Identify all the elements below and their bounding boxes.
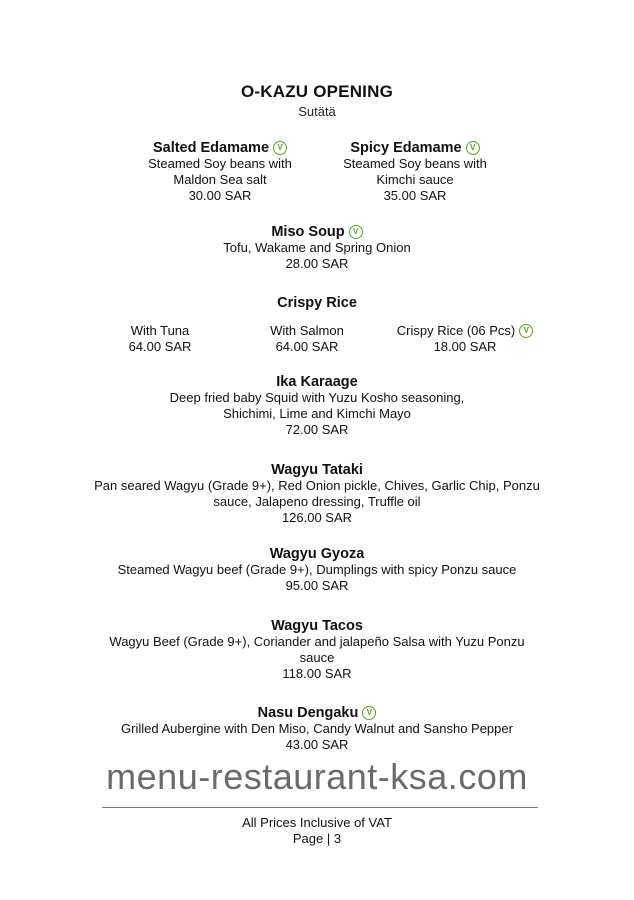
- item-description: Grilled Aubergine with Den Miso, Candy Walnut and Sansho Pepper: [121, 721, 513, 736]
- item-description: Steamed Soy beans with: [343, 156, 487, 171]
- crispy-rice-option: [385, 323, 545, 355]
- menu-item-spicy-edamame: [315, 140, 515, 204]
- item-price: 118.00 SAR: [282, 666, 352, 681]
- item-name: Wagyu Gyoza: [269, 546, 365, 562]
- item-name: Ika Karaage: [276, 374, 358, 390]
- item-description: Kimchi sauce: [376, 172, 454, 187]
- item-price: 126.00 SAR: [281, 510, 353, 525]
- menu-item-salted-edamame: [120, 140, 320, 204]
- menu-item-miso-soup: [0, 224, 634, 272]
- crispy-rice-option: [237, 323, 377, 355]
- option-label: With Tuna: [130, 323, 190, 338]
- option-label: With Salmon: [270, 323, 344, 338]
- crispy-rice-option: [90, 323, 230, 355]
- item-description: sauce, Jalapeno dressing, Truffle oil: [213, 494, 421, 509]
- vegetarian-icon: V: [349, 225, 363, 239]
- menu-item-wagyu-tacos: [0, 618, 634, 682]
- option-price: 18.00 SAR: [433, 339, 497, 354]
- vegetarian-icon: V: [519, 324, 533, 338]
- menu-item-ika-karaage: [0, 374, 634, 438]
- item-name: Salted Edamame: [152, 140, 270, 156]
- item-name: Wagyu Tacos: [271, 618, 363, 634]
- item-price: 95.00 SAR: [285, 578, 349, 593]
- watermark: menu-restaurant-ksa.com: [106, 756, 528, 797]
- page-subtitle: Sutätä: [298, 104, 336, 119]
- item-description: Steamed Soy beans with: [148, 156, 292, 171]
- item-description: Maldon Sea salt: [173, 172, 267, 187]
- menu-item-nasu-dengaku: [0, 705, 634, 753]
- vegetarian-icon: V: [466, 141, 480, 155]
- item-name: Miso Soup: [271, 224, 345, 240]
- option-label: Crispy Rice (06 Pcs): [396, 323, 516, 338]
- menu-item-wagyu-gyoza: [0, 546, 634, 594]
- item-description: Steamed Wagyu beef (Grade 9+), Dumplings with spicy Ponzu sauce: [117, 562, 517, 577]
- vat-note: All Prices Inclusive of VAT: [242, 815, 392, 830]
- footer-divider: [102, 807, 538, 808]
- item-price: 72.00 SAR: [285, 422, 349, 437]
- vegetarian-icon: V: [362, 706, 376, 720]
- page-title: O-KAZU OPENING: [240, 82, 394, 101]
- item-name: Nasu Dengaku: [257, 705, 359, 721]
- footer: [0, 815, 634, 847]
- menu-item-wagyu-tataki: [0, 462, 634, 526]
- item-price: 28.00 SAR: [285, 256, 349, 271]
- vegetarian-icon: V: [273, 141, 287, 155]
- item-description: Deep fried baby Squid with Yuzu Kosho seasoning,: [169, 390, 465, 405]
- item-name: Wagyu Tataki: [271, 462, 363, 478]
- item-description: Pan seared Wagyu (Grade 9+), Red Onion pickle, Chives, Garlic Chip, Ponzu: [94, 478, 540, 493]
- item-price: 35.00 SAR: [383, 188, 447, 203]
- option-price: 64.00 SAR: [275, 339, 339, 354]
- item-price: 30.00 SAR: [188, 188, 252, 203]
- page-number: Page | 3: [292, 831, 342, 846]
- item-description: Wagyu Beef (Grade 9+), Coriander and jalapeño Salsa with Yuzu Ponzu: [109, 634, 525, 649]
- menu-item-crispy-rice-name: Crispy Rice: [277, 295, 357, 311]
- item-price: 43.00 SAR: [285, 737, 349, 752]
- item-description: Shichimi, Lime and Kimchi Mayo: [223, 406, 411, 421]
- item-description: Tofu, Wakame and Spring Onion: [223, 240, 411, 255]
- option-price: 64.00 SAR: [128, 339, 192, 354]
- item-description: sauce: [299, 650, 335, 665]
- item-name: Spicy Edamame: [350, 140, 462, 156]
